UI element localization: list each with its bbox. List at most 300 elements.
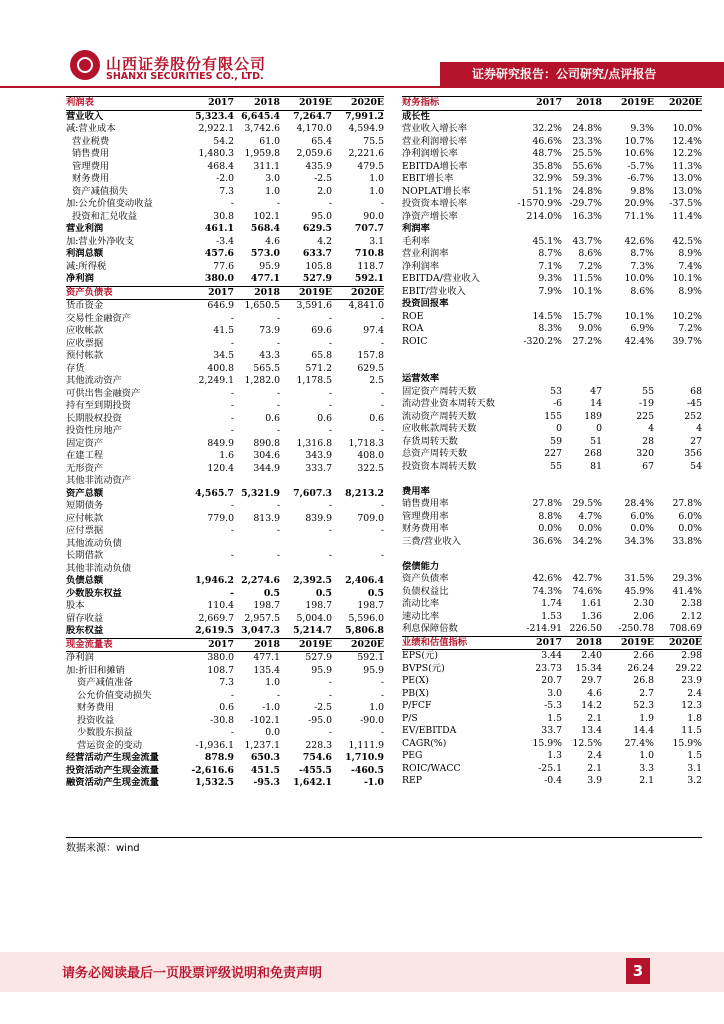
table-row: [402, 650, 702, 663]
row-label: 应收帐款周转天数: [402, 423, 477, 434]
cell-value: 52.3: [633, 700, 654, 711]
cell-value: -0.4: [544, 775, 562, 786]
cell-value: 12.4%: [672, 135, 702, 147]
cell-value: 54.2: [213, 135, 234, 147]
table-row: [402, 461, 702, 474]
cell-value: 47: [590, 385, 602, 397]
cell-value: 3.1: [369, 235, 384, 247]
row-label: ROE: [402, 310, 424, 322]
cell-value: 4,594.9: [348, 123, 384, 134]
table-row: [402, 448, 702, 461]
row-label: 投资性房地产: [66, 425, 122, 436]
cell-value: 10.6%: [624, 148, 654, 159]
row-label: 短期债务: [66, 500, 104, 511]
cell-value: [602, 548, 654, 561]
cell-value: 754.6: [302, 752, 332, 763]
table-row: [66, 488, 384, 501]
footer-disclaimer: 请务必阅读最后一页股票评级说明和免责声明: [62, 966, 323, 981]
cell-value: 1.36: [581, 610, 602, 622]
cell-value: 1,946.2: [195, 575, 234, 586]
cell-value: 14.5%: [532, 310, 562, 322]
cell-value: [562, 473, 602, 486]
cell-value: [514, 561, 562, 574]
row-label: 管理费用: [72, 160, 110, 172]
cell-value: -455.5: [299, 764, 332, 776]
cell-value: [602, 486, 654, 499]
cell-value: 26.8: [633, 675, 654, 686]
row-label: 速动比率: [402, 610, 440, 622]
cell-value: 46.6%: [532, 135, 562, 147]
right-financial-table: [402, 96, 702, 788]
cell-value: [654, 223, 702, 236]
cell-value: 333.7: [305, 462, 332, 474]
row-label: 存货周转天数: [402, 435, 458, 447]
cell-value: 71.1%: [624, 210, 654, 222]
row-label: 加:营业外净收支: [66, 235, 135, 247]
cell-value: 2,274.6: [241, 575, 280, 586]
cell-value: [234, 538, 280, 551]
table-row: [66, 575, 384, 588]
cell-value: [654, 373, 702, 386]
cell-value: 157.8: [357, 350, 384, 361]
cell-value: 1.6: [219, 450, 234, 461]
row-label: CAGR(%): [402, 737, 447, 749]
cell-value: [514, 110, 562, 123]
row-label: 营运资金的变动: [77, 739, 143, 751]
cell-value: 10.7%: [624, 135, 654, 147]
cell-value: -: [230, 312, 234, 324]
cell-value: 1,718.3: [348, 437, 384, 449]
cell-value: -: [230, 525, 234, 536]
cell-value: 45.1%: [532, 235, 562, 247]
cell-value: -: [380, 198, 384, 209]
table-section-header-row: [402, 97, 702, 111]
table-row: [402, 586, 702, 599]
cell-value: [602, 348, 654, 361]
row-label: 固定资产周转天数: [402, 385, 477, 397]
cell-value: 7.3%: [630, 260, 654, 272]
cell-value: 8,213.2: [345, 487, 384, 499]
cell-value: 2017: [180, 97, 234, 111]
cell-value: -: [230, 587, 234, 599]
cell-value: -: [380, 337, 384, 349]
cell-value: 878.9: [204, 752, 234, 763]
cell-value: 2017: [514, 97, 562, 111]
row-label: [402, 361, 514, 374]
cell-value: -: [328, 677, 332, 688]
cell-value: -: [380, 500, 384, 511]
cell-value: -19: [639, 398, 654, 409]
row-label: 财务费用率: [402, 523, 449, 534]
cell-value: 0.0%: [578, 523, 602, 534]
cell-value: 3,591.6: [296, 300, 332, 311]
cell-value: 23.3%: [572, 135, 602, 147]
cell-value: 227: [544, 448, 562, 459]
cell-value: 322.5: [357, 462, 384, 474]
cell-value: 35.8%: [532, 160, 562, 172]
table-row: [66, 375, 384, 388]
cell-value: -: [230, 387, 234, 399]
cell-value: 27.8%: [672, 498, 702, 509]
row-label: 营业利润: [66, 223, 104, 234]
row-label: 现金流量表: [66, 638, 180, 652]
cell-value: 1,316.8: [296, 437, 332, 449]
row-label: [402, 348, 514, 361]
cell-value: -: [276, 312, 280, 324]
cell-value: 90.0: [363, 210, 384, 222]
cell-value: 29.5%: [572, 498, 602, 509]
cell-value: -: [276, 550, 280, 561]
page-header: [0, 0, 724, 90]
cell-value: 1,650.5: [244, 300, 280, 311]
cell-value: 10.1%: [624, 310, 654, 322]
cell-value: 3.9: [587, 775, 602, 786]
cell-value: -: [276, 500, 280, 511]
cell-value: 646.9: [207, 300, 234, 311]
table-row: [402, 386, 702, 399]
row-label: 资产减值准备: [77, 677, 133, 688]
cell-value: 14.4: [633, 725, 654, 736]
cell-value: 24.8%: [572, 123, 602, 134]
row-label: 资产减值损失: [72, 185, 128, 197]
cell-value: 3.3: [639, 762, 654, 774]
row-label: 利息保障倍数: [402, 623, 458, 634]
cell-value: 479.5: [357, 160, 384, 172]
table-row: [66, 273, 384, 286]
row-label: 投资资本增长率: [402, 198, 468, 209]
cell-value: 6.0%: [630, 510, 654, 522]
cell-value: 400.8: [207, 362, 234, 374]
cell-value: [602, 223, 654, 236]
cell-value: 2018: [234, 286, 280, 300]
cell-value: 0.6: [265, 412, 280, 424]
cell-value: 451.5: [250, 764, 280, 776]
cell-value: 20.9%: [624, 198, 654, 209]
row-label: 净利润率: [402, 260, 440, 272]
cell-value: 2.1: [639, 775, 654, 786]
cell-value: -95.0: [308, 714, 332, 726]
row-label: 利润率: [402, 223, 430, 234]
report-type-band: 证券研究报告：公司研究/点评报告: [440, 62, 724, 86]
table-row: [402, 248, 702, 261]
cell-value: 320: [636, 448, 654, 459]
table-row: [402, 523, 702, 536]
cell-value: 839.9: [305, 512, 332, 524]
cell-value: 16.3%: [572, 210, 602, 222]
cell-value: 198.7: [305, 600, 332, 611]
cell-value: [654, 473, 702, 486]
cell-value: 33.7: [541, 725, 562, 736]
cell-value: 849.9: [207, 437, 234, 449]
cell-value: [562, 548, 602, 561]
cell-value: -: [328, 425, 332, 436]
row-label: 加:折旧和摊销: [66, 664, 125, 676]
cell-value: [562, 298, 602, 311]
cell-value: 9.0%: [578, 323, 602, 334]
table-row: [66, 665, 384, 678]
cell-value: [234, 475, 280, 488]
table-row: [402, 136, 702, 149]
cell-value: 408.0: [357, 450, 384, 461]
cell-value: 26.24: [627, 662, 654, 674]
table-row: [402, 311, 702, 324]
table-row: [402, 713, 702, 726]
cell-value: 1.9: [639, 712, 654, 724]
cell-value: 435.9: [305, 160, 332, 172]
cell-value: [654, 486, 702, 499]
cell-value: 629.5: [302, 223, 332, 234]
cell-value: 0.0%: [678, 523, 702, 534]
cell-value: 4,170.0: [296, 123, 332, 134]
cell-value: 27.4%: [624, 737, 654, 749]
cell-value: -: [328, 727, 332, 738]
cell-value: 779.0: [207, 512, 234, 524]
cell-value: 592.1: [357, 652, 384, 663]
cell-value: 189: [584, 410, 602, 422]
cell-value: 2,249.1: [198, 375, 234, 386]
cell-value: [562, 561, 602, 574]
cell-value: 1.0: [639, 750, 654, 761]
cell-value: 27: [690, 435, 702, 447]
cell-value: -: [328, 525, 332, 536]
row-label: 财务指标: [402, 97, 514, 111]
row-label: 减:营业成本: [66, 123, 116, 134]
cell-value: 1.53: [541, 610, 562, 622]
cell-value: 102.1: [253, 210, 280, 222]
cell-value: 1.0: [369, 702, 384, 713]
table-row: [402, 611, 702, 624]
cell-value: [654, 361, 702, 374]
row-label: 在建工程: [66, 450, 104, 461]
table-row: [66, 690, 384, 703]
cell-value: 95.9: [259, 260, 280, 272]
cell-value: 33.8%: [672, 535, 702, 547]
cell-value: 27.8%: [532, 498, 562, 509]
cell-value: 51: [590, 435, 602, 447]
cell-value: 30.8: [213, 210, 234, 222]
cell-value: 7,264.7: [293, 110, 332, 122]
cell-value: 10.1%: [572, 285, 602, 297]
cell-value: 20.7: [541, 675, 562, 686]
table-row: [402, 423, 702, 436]
cell-value: 6.0%: [678, 510, 702, 522]
row-label: 应收票据: [66, 337, 104, 349]
cell-value: [654, 348, 702, 361]
table-row: [66, 438, 384, 451]
row-label: ROA: [402, 323, 424, 334]
row-label: 股本: [66, 600, 85, 611]
cell-value: [514, 548, 562, 561]
cell-value: 2.4: [587, 750, 602, 761]
table-row: [66, 248, 384, 261]
cell-value: -1.0: [363, 777, 384, 788]
table-section-header-row: [402, 636, 702, 650]
cell-value: 3.0: [265, 173, 280, 184]
row-label: 营业收入: [66, 110, 104, 122]
row-label: 偿债能力: [402, 560, 440, 572]
row-label: ROIC: [402, 335, 428, 347]
cell-value: 110.4: [207, 600, 234, 611]
cell-value: 105.8: [305, 260, 332, 272]
cell-value: 592.1: [354, 273, 384, 284]
cell-value: -: [380, 425, 384, 436]
row-label: 其他流动负债: [66, 537, 122, 549]
cell-value: 527.9: [302, 273, 332, 284]
cell-value: 710.8: [354, 248, 384, 259]
row-label: 应收帐款: [66, 325, 104, 336]
cell-value: 42.5%: [672, 235, 702, 247]
row-label: 财务费用: [77, 702, 115, 713]
cell-value: 23.73: [535, 662, 562, 674]
cell-value: 4.6: [587, 687, 602, 699]
cell-value: -: [276, 198, 280, 209]
cell-value: -: [230, 727, 234, 738]
cell-value: 51.1%: [532, 185, 562, 197]
cell-value: 2.7: [639, 687, 654, 699]
table-row: [66, 752, 384, 765]
table-row: [66, 161, 384, 174]
cell-value: 6,645.4: [241, 110, 280, 122]
table-row: [402, 700, 702, 713]
table-section-header-row: [66, 638, 384, 652]
row-label: 费用率: [402, 485, 430, 497]
cell-value: [654, 298, 702, 311]
cell-value: 1.8: [687, 712, 702, 724]
row-label: 固定资产: [66, 437, 104, 449]
row-label: 货币资金: [66, 300, 104, 311]
row-label: 可供出售金融资产: [66, 387, 141, 399]
cell-value: 8.7%: [538, 248, 562, 259]
cell-value: -6.7%: [627, 173, 654, 184]
cell-value: [562, 361, 602, 374]
cell-value: 5,004.0: [296, 612, 332, 624]
cell-value: 252: [684, 410, 702, 422]
cell-value: 650.3: [250, 752, 280, 763]
cell-value: -30.8: [210, 714, 234, 726]
cell-value: 268: [584, 448, 602, 459]
table-row: [66, 475, 384, 488]
table-row: [66, 702, 384, 715]
cell-value: 8.9%: [678, 248, 702, 259]
cell-value: 0.5: [315, 587, 332, 599]
cell-value: -320.2%: [523, 335, 562, 347]
table-row: [402, 398, 702, 411]
cell-value: 477.1: [253, 652, 280, 663]
table-row: [402, 186, 702, 199]
cell-value: 813.9: [253, 512, 280, 524]
cell-value: -: [380, 525, 384, 536]
cell-value: -460.5: [351, 764, 384, 776]
cell-value: 3.0: [547, 687, 562, 699]
cell-value: 1.3: [547, 750, 562, 761]
table-row: [66, 677, 384, 690]
row-label: EBIT增长率: [402, 173, 454, 184]
cell-value: 9.8%: [630, 185, 654, 197]
cell-value: 1.0: [369, 185, 384, 197]
table-row: [66, 425, 384, 438]
cell-value: 65.4: [311, 135, 332, 147]
row-label: P/S: [402, 712, 418, 724]
row-label: 减:所得税: [66, 260, 107, 272]
cell-value: 53: [550, 385, 562, 397]
row-label: 流动营业资本周转天数: [402, 398, 495, 409]
table-row: [66, 325, 384, 338]
cell-value: 12.3: [681, 700, 702, 711]
table-row: [402, 286, 702, 299]
cell-value: 2,619.5: [195, 625, 234, 636]
row-label: 少数股东权益: [66, 587, 122, 599]
table-row: [66, 600, 384, 613]
cell-value: 61.0: [259, 135, 280, 147]
cell-value: -2.5: [314, 173, 332, 184]
cell-value: 135.4: [253, 664, 280, 676]
cell-value: 2.98: [681, 650, 702, 661]
cell-value: 2019E: [280, 286, 332, 300]
cell-value: 0.6: [317, 412, 332, 424]
row-label: 利润表: [66, 97, 180, 111]
cell-value: 2020E: [654, 97, 702, 111]
cell-value: 10.1%: [672, 273, 702, 284]
cell-value: [280, 475, 332, 488]
cell-value: 41.5: [213, 325, 234, 336]
cell-value: 8.9%: [678, 285, 702, 297]
cell-value: -: [328, 400, 332, 411]
cell-value: 2018: [234, 638, 280, 652]
cell-value: 1.0: [265, 185, 280, 197]
cell-value: 34.3%: [624, 535, 654, 547]
cell-value: 1,111.9: [348, 739, 384, 751]
cell-value: [602, 373, 654, 386]
cell-value: 1.0: [369, 173, 384, 184]
cell-value: [602, 110, 654, 123]
row-label: [402, 473, 514, 486]
table-row: [66, 500, 384, 513]
cell-value: 7.4%: [678, 260, 702, 272]
row-label: 投资收益: [77, 714, 115, 726]
cell-value: 198.7: [357, 600, 384, 611]
cell-value: 28.4%: [624, 498, 654, 509]
cell-value: 2.0: [317, 185, 332, 197]
table-row: [402, 348, 702, 361]
cell-value: 2,221.6: [348, 148, 384, 159]
table-row: [66, 123, 384, 136]
row-label: EPS(元): [402, 650, 438, 661]
cell-value: -: [328, 550, 332, 561]
cell-value: 5,321.9: [241, 487, 280, 499]
cell-value: 11.5: [681, 725, 702, 736]
cell-value: 9.3%: [538, 273, 562, 284]
cell-value: 59: [550, 435, 562, 447]
cell-value: [332, 475, 384, 488]
cell-value: 1,710.9: [345, 752, 384, 763]
cell-value: 28: [642, 435, 654, 447]
table-row: [66, 525, 384, 538]
cell-value: 29.7: [581, 675, 602, 686]
cell-value: 7,607.3: [293, 487, 332, 499]
cell-value: 2.1: [587, 762, 602, 774]
cell-value: 2,957.5: [244, 612, 280, 624]
cell-value: 74.3%: [532, 585, 562, 597]
row-label: 交易性金融资产: [66, 312, 132, 324]
cell-value: 3.44: [541, 650, 562, 661]
cell-value: -: [276, 689, 280, 701]
cell-value: 2020E: [654, 636, 702, 650]
row-label: 资产负债率: [402, 573, 449, 584]
table-row: [66, 463, 384, 476]
row-label: 负债总额: [66, 575, 104, 586]
cell-value: -: [230, 425, 234, 436]
cell-value: 1,642.1: [293, 777, 332, 788]
